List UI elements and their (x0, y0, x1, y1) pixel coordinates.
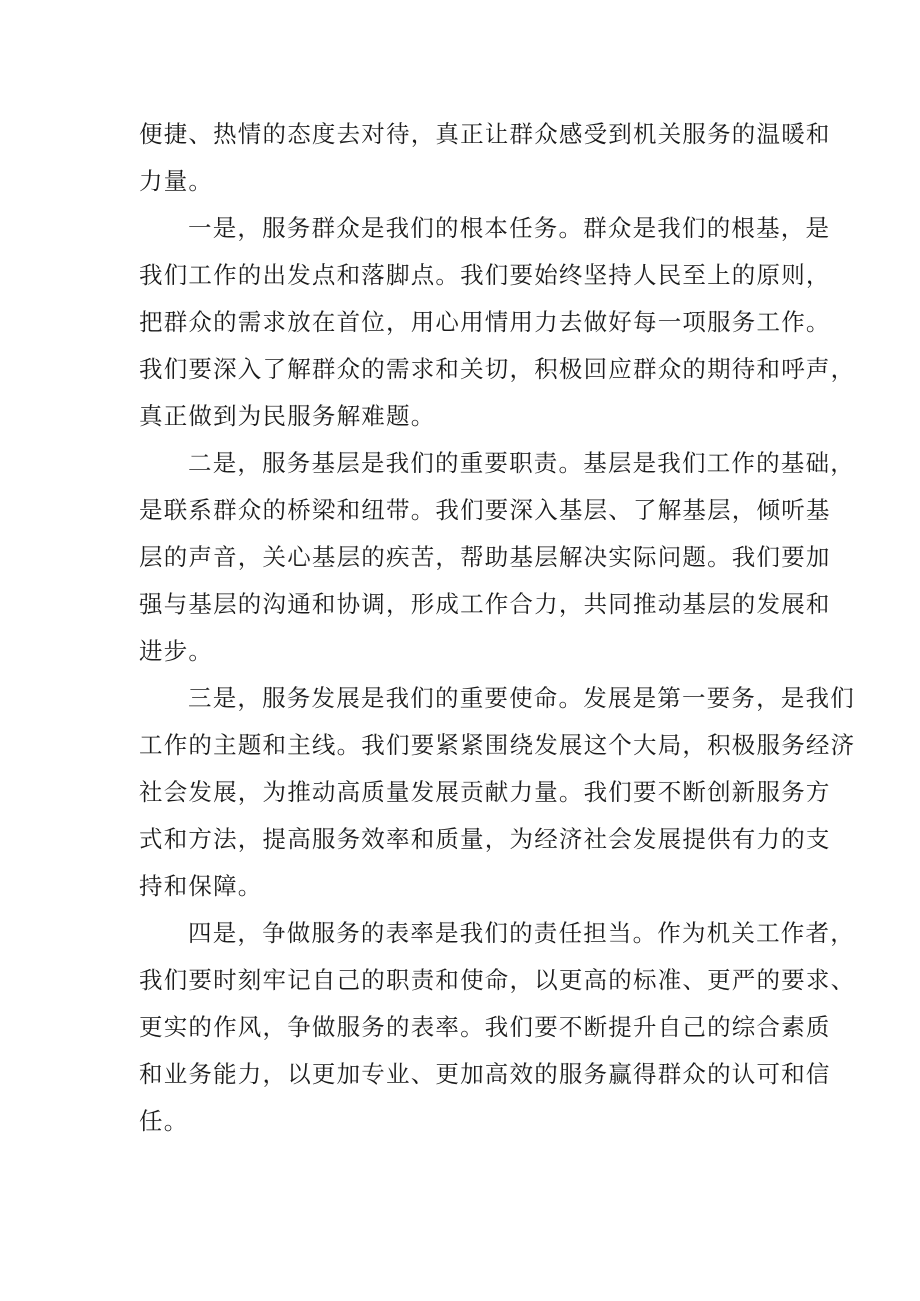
text-line: 进步。 (139, 637, 214, 665)
paragraph-2-first-line: 二是，服务基层是我们的重要职责。基层是我们工作的基础， (188, 449, 855, 477)
text-line: 是联系群众的桥梁和纽带。我们要深入基层、了解基层，倾听基 (139, 496, 831, 524)
text-line: 真正做到为民服务解难题。 (139, 402, 436, 430)
text-line: 把群众的需求放在首位，用心用情用力去做好每一项服务工作。 (139, 308, 831, 336)
text-line: 我们要深入了解群众的需求和关切，积极回应群众的期待和呼声， (139, 355, 856, 383)
paragraph-4-first-line: 四是，争做服务的表率是我们的责任担当。作为机关工作者， (188, 919, 855, 947)
text-line: 持和保障。 (139, 872, 263, 900)
text-line: 我们工作的出发点和落脚点。我们要始终坚持人民至上的原则， (139, 261, 831, 289)
text-line: 任。 (139, 1107, 189, 1135)
text-line: 便捷、热情的态度去对待，真正让群众感受到机关服务的温暖和 (139, 120, 831, 148)
text-line: 我们要时刻牢记自己的职责和使命，以更高的标准、更严的要求、 (139, 966, 856, 994)
text-line: 更实的作风，争做服务的表率。我们要不断提升自己的综合素质 (139, 1013, 831, 1041)
text-line: 式和方法，提高服务效率和质量，为经济社会发展提供有力的支 (139, 825, 831, 853)
text-line: 强与基层的沟通和协调，形成工作合力，共同推动基层的发展和 (139, 590, 831, 618)
text-line: 层的声音，关心基层的疾苦，帮助基层解决实际问题。我们要加 (139, 543, 831, 571)
text-line: 工作的主题和主线。我们要紧紧围绕发展这个大局，积极服务经济 (139, 731, 856, 759)
paragraph-3-first-line: 三是，服务发展是我们的重要使命。发展是第一要务，是我们 (188, 684, 855, 712)
text-line: 和业务能力，以更加专业、更加高效的服务赢得群众的认可和信 (139, 1060, 831, 1088)
text-line: 社会发展，为推动高质量发展贡献力量。我们要不断创新服务方 (139, 778, 831, 806)
text-line: 力量。 (139, 167, 214, 195)
paragraph-1-first-line: 一是，服务群众是我们的根本任务。群众是我们的根基，是 (188, 214, 831, 242)
